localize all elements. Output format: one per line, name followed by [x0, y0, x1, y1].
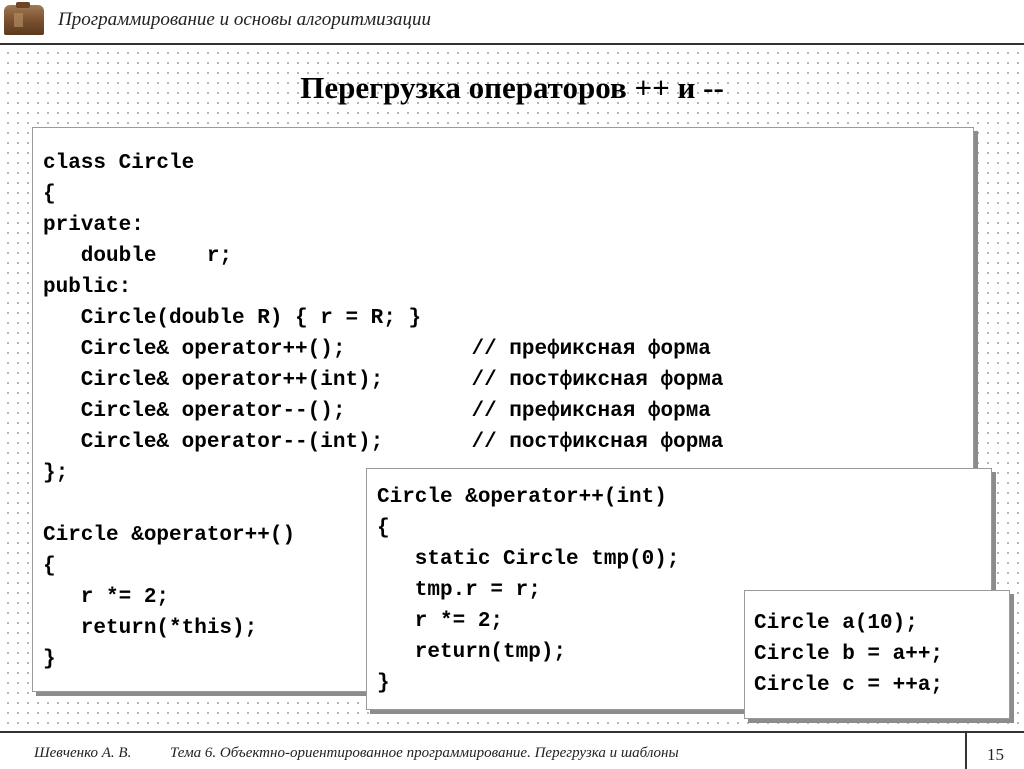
code-line: Circle& operator--(); // префиксная форма: [43, 400, 711, 423]
code-line: double r;: [43, 245, 233, 268]
code-line: static Circle tmp(0);: [377, 548, 680, 571]
code-line: Circle b = a++;: [754, 643, 944, 666]
code-line: return(*this);: [43, 617, 258, 640]
book-stack-icon: [4, 5, 44, 35]
code-line: }: [43, 648, 56, 671]
code-line: class Circle: [43, 152, 195, 175]
slide-header: [0, 0, 1024, 45]
code-line: r *= 2;: [377, 610, 504, 633]
footer-topic: Тема 6. Объектно-ориентированное программирование. Перегрузка и шаблоны: [170, 745, 679, 761]
code-line: };: [43, 462, 69, 485]
code-line: r *= 2;: [43, 586, 170, 609]
code-line: Circle& operator++(); // префиксная форма: [43, 338, 711, 361]
page-number: 15: [987, 745, 1004, 764]
code-line: Circle(double R) { r = R; }: [43, 307, 422, 330]
code-line: return(tmp);: [377, 641, 567, 664]
code-listing: [377, 482, 679, 699]
slide-footer: [0, 731, 1024, 769]
code-line: Circle& operator--(int); // постфиксная форма: [43, 431, 724, 454]
code-line: Circle &operator++(): [43, 524, 296, 547]
usage-example-code-box: [744, 590, 1010, 719]
code-line: Circle a(10);: [754, 612, 918, 635]
footer-divider: [965, 733, 967, 769]
slide-title: Перегрузка операторов ++ и --: [300, 70, 724, 105]
footer-author: Шевченко А. В.: [34, 745, 132, 761]
code-line: {: [43, 555, 56, 578]
code-listing: [754, 608, 943, 701]
course-title: Программирование и основы алгоритмизации: [58, 9, 432, 30]
code-line: {: [377, 517, 390, 540]
code-line: public:: [43, 276, 132, 299]
code-line: private:: [43, 214, 144, 237]
code-line: }: [377, 672, 390, 695]
code-line: tmp.r = r;: [377, 579, 541, 602]
code-line: {: [43, 183, 56, 206]
code-line: Circle c = ++a;: [754, 674, 944, 697]
code-line: Circle& operator++(int); // постфиксная форма: [43, 369, 724, 392]
code-line: Circle &operator++(int): [377, 486, 667, 509]
